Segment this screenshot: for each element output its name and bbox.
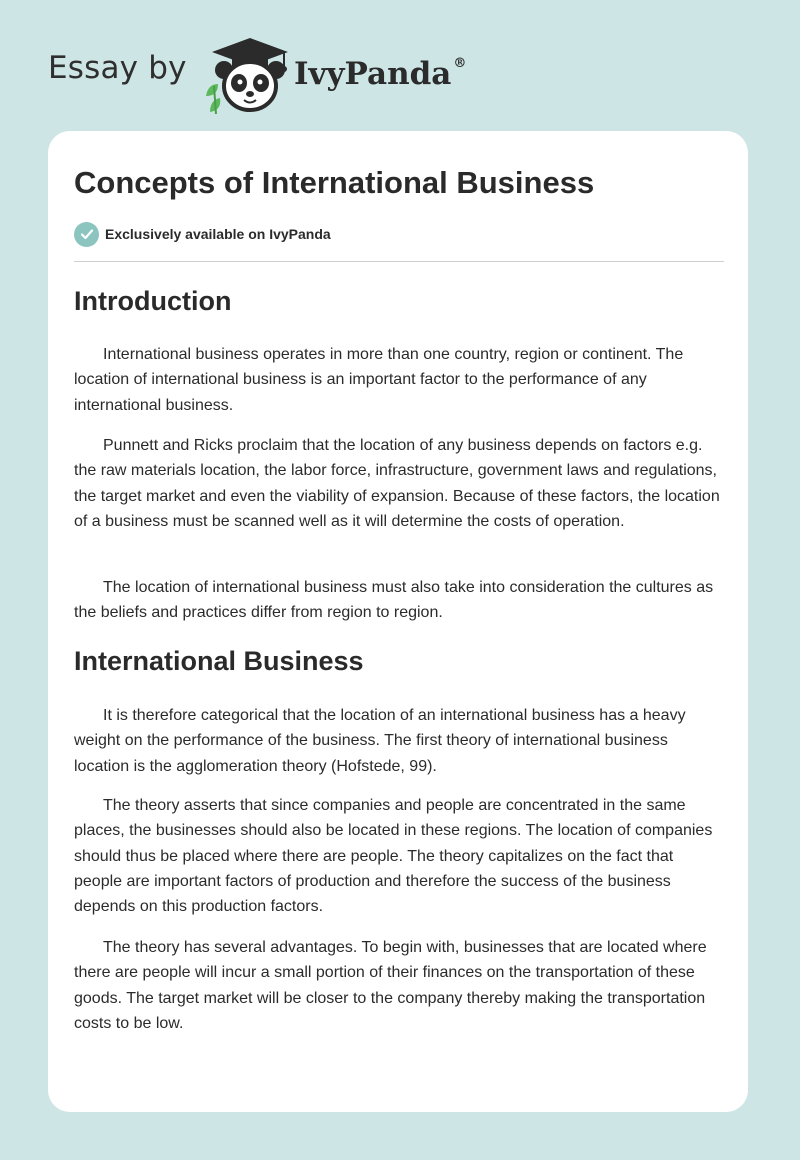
section-heading-introduction: Introduction	[74, 286, 232, 316]
registered-mark: ®	[453, 55, 467, 71]
paragraph: The theory has several advantages. To begin with, businesses that are located where there are people will incur a small portion of their finances on the transportation of these goods. The target market will be closer to the company thereby making the transportation costs to be low.	[74, 939, 707, 1032]
paragraph: International business operates in more than one country, region or continent. The location of international business is an important factor to the performance of any international business.	[74, 346, 684, 414]
exclusive-label: Exclusively available on IvyPanda	[105, 226, 331, 242]
page-title: Concepts of International Business	[74, 165, 595, 200]
paragraph: The location of international business must also take into consideration the cultures as the beliefs and practices differ from region to region.	[74, 579, 714, 622]
essay-by-label: Essay by	[48, 50, 187, 86]
divider	[74, 261, 724, 262]
essay-card	[48, 131, 748, 1112]
check-icon	[74, 222, 99, 247]
paragraph: The theory asserts that since companies and people are concentrated in the same places, the businesses should also be located in these regions. The location of companies should thus be placed where there are people. The theory capitalizes on the fact that people are important factors of production and therefore the success of the business depends on this production factors.	[74, 797, 713, 916]
brand-name[interactable]: IvyPanda ®	[294, 55, 467, 92]
paragraph: It is therefore categorical that the location of an international business has a heavy weight on the performance of the business. The first theory of international business location is the agglomeration theory (Hofstede, 99).	[74, 707, 686, 775]
exclusive-badge	[74, 221, 331, 247]
paragraph: Punnett and Ricks proclaim that the location of any business depends on factors e.g. the raw materials location, the labor force, infrastructure, government laws and regulations, the target market and even the viability of expansion. Because of these factors, the location of a business must be scanned well as it will determine the costs of operation.	[74, 437, 720, 530]
panda-logo-icon[interactable]	[204, 34, 290, 114]
section-heading-international-business: International Business	[74, 646, 364, 676]
site-header	[48, 30, 548, 110]
